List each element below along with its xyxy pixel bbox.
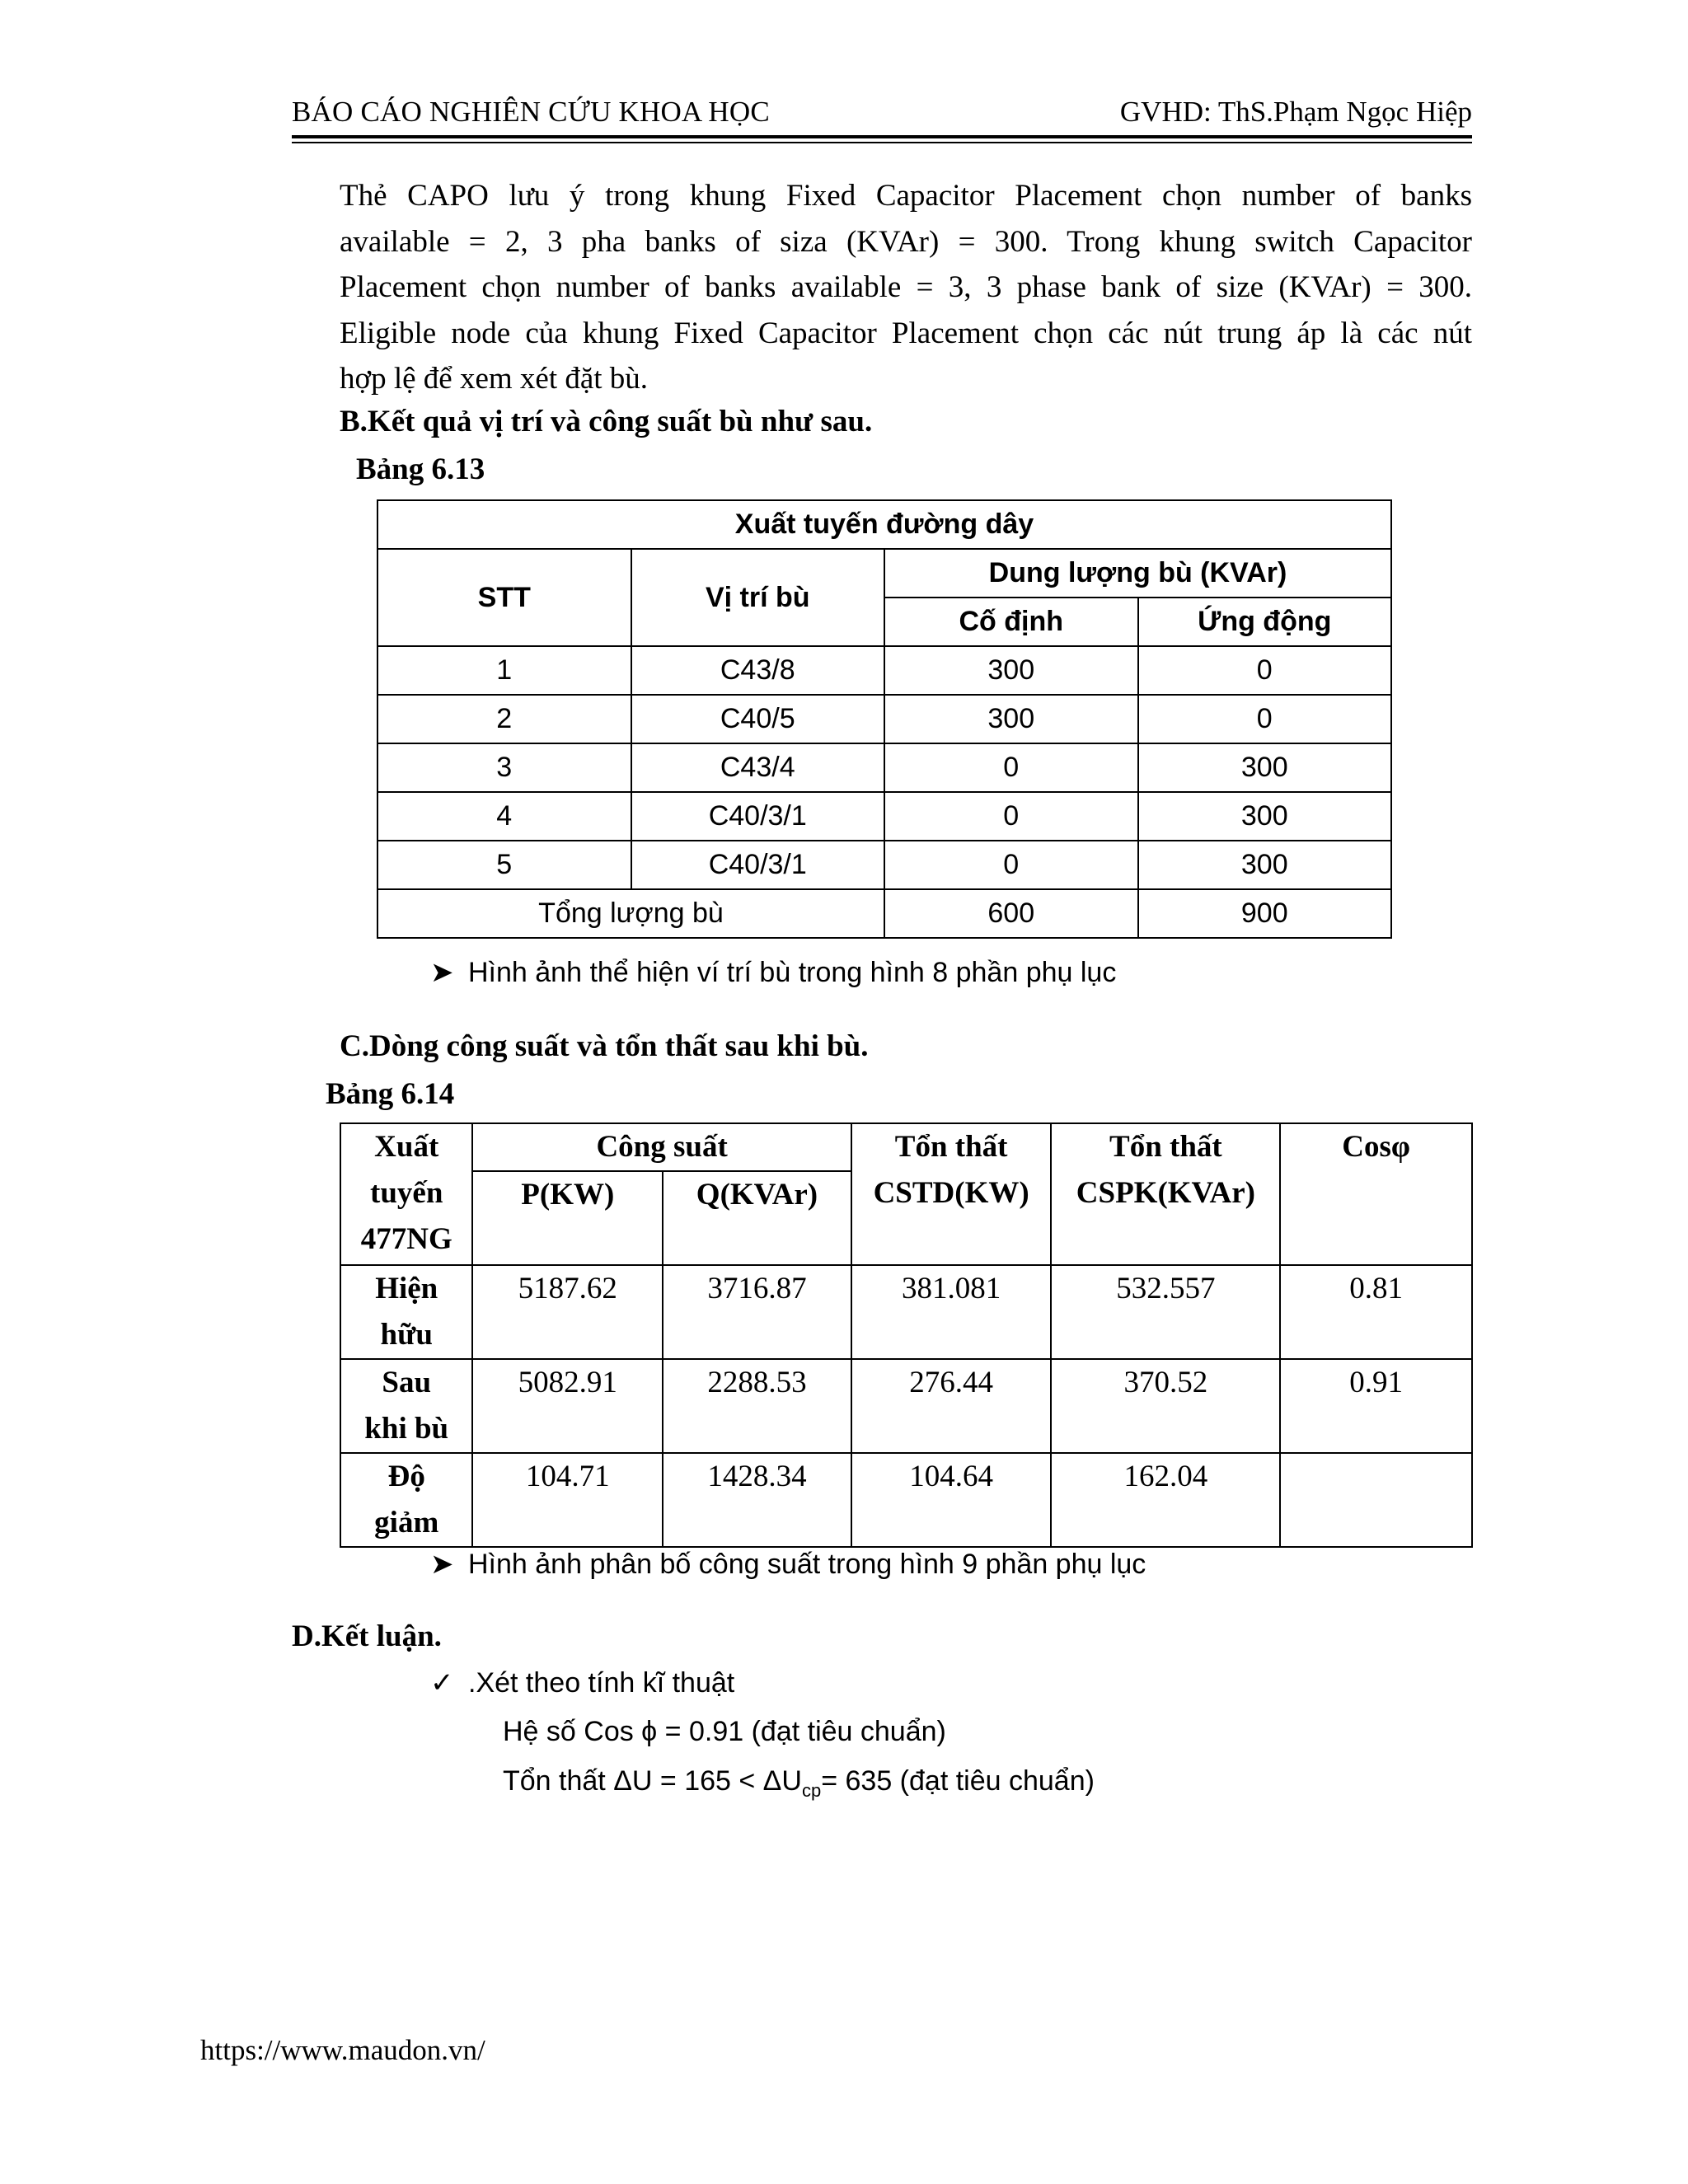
conclusion-cos-line: Hệ số Cos ϕ = 0.91 (đạt tiêu chuẩn) [503, 1716, 946, 1747]
cell-fixed: 300 [884, 646, 1138, 695]
table-row [340, 1265, 1472, 1359]
cell-switched: 0 [1138, 646, 1392, 695]
cell-location: C40/5 [631, 695, 885, 743]
cell-loss-p: 276.44 [851, 1359, 1052, 1453]
section-d-heading: D.Kết luận. [292, 1619, 442, 1653]
cell-fixed: 0 [884, 841, 1138, 889]
section-b-heading: B.Kết quả vị trí và công suất bù như sau. [340, 405, 873, 438]
cell-p: 104.71 [472, 1453, 663, 1547]
table-title: Xuất tuyến đường dây [377, 500, 1391, 549]
cell-total-fixed: 600 [884, 889, 1138, 938]
header-rule-thin [292, 142, 1472, 143]
cell-loss-q: 162.04 [1051, 1453, 1280, 1547]
intro-line: available = 2, 3 pha banks of siza (KVAr) = 300. Trong khung switch Capacitor [340, 224, 1472, 259]
col-header-cos: Cosφ [1280, 1123, 1472, 1265]
col-header-capacity: Dung lượng bù (KVAr) [884, 549, 1391, 598]
header-rule-thick [292, 135, 1472, 138]
cell-stt: 2 [377, 695, 631, 743]
row-label: Sau khi bù [340, 1359, 472, 1453]
cell-switched: 300 [1138, 841, 1392, 889]
note-text: Hình ảnh phân bố công suất trong hình 9 phần phụ lục [468, 1549, 1146, 1580]
cell-loss-p: 381.081 [851, 1265, 1052, 1359]
table-row [377, 646, 1391, 695]
row-label: Hiện hữu [340, 1265, 472, 1359]
table-row [377, 695, 1391, 743]
cell-fixed: 0 [884, 743, 1138, 792]
conclusion-voltage-line: Tổn thất $\Delta U = 165 < \Delta U_{cp}= 635$ (đạt tiêu chuẩn) [503, 1765, 1095, 1801]
checkmark-icon: ✓ [430, 1667, 454, 1699]
col-header-feeder: Xuất tuyến 477NG [340, 1123, 472, 1265]
arrow-bullet-icon: ➤ [430, 1549, 454, 1580]
cell-stt: 5 [377, 841, 631, 889]
col-header-loss-p: Tổn thất CSTD(KW) [851, 1123, 1052, 1265]
cell-q: 3716.87 [663, 1265, 851, 1359]
cell-loss-q: 370.52 [1051, 1359, 1280, 1453]
cell-location: C43/8 [631, 646, 885, 695]
cell-loss-p: 104.64 [851, 1453, 1052, 1547]
cell-q: 1428.34 [663, 1453, 851, 1547]
col-header-location: Vị trí bù [631, 549, 885, 646]
page-header [292, 89, 1472, 135]
conclusion-check-item [430, 1666, 734, 1699]
intro-paragraph [340, 173, 1472, 402]
cell-switched: 0 [1138, 695, 1392, 743]
cell-p: 5187.62 [472, 1265, 663, 1359]
cell-location: C40/3/1 [631, 792, 885, 841]
table-row [340, 1359, 1472, 1453]
col-header-loss-q: Tổn thất CSPK(KVAr) [1051, 1123, 1280, 1265]
cell-loss-q: 532.557 [1051, 1265, 1280, 1359]
cell-total-switched: 900 [1138, 889, 1392, 938]
intro-line: Thẻ CAPO lưu ý trong khung Fixed Capacitor Placement chọn number of banks [340, 179, 1472, 213]
section-c-heading: C.Dòng công suất và tổn thất sau khi bù. [340, 1029, 869, 1063]
header-right-advisor: GVHD: ThS.Phạm Ngọc Hiệp [1119, 96, 1472, 128]
col-header-power: Công suất [472, 1123, 851, 1171]
note-text: Hình ảnh thể hiện ví trí bù trong hình 8 phần phụ lục [468, 957, 1117, 988]
cell-location: C43/4 [631, 743, 885, 792]
arrow-bullet-icon: ➤ [430, 957, 454, 988]
intro-line: Eligible node của khung Fixed Capacitor Placement chọn các nút trung áp là các nút [340, 316, 1472, 350]
cell-p: 5082.91 [472, 1359, 663, 1453]
table-6-14-label: Bảng 6.14 [326, 1077, 455, 1111]
row-label: Độ giảm [340, 1453, 472, 1547]
cell-total-label: Tổng lượng bù [377, 889, 884, 938]
intro-line: Placement chọn number of banks available = 3, 3 phase bank of size (KVAr) = 300. [340, 270, 1472, 304]
header-left-title: BÁO CÁO NGHIÊN CỨU KHOA HỌC [292, 96, 770, 128]
cell-location: C40/3/1 [631, 841, 885, 889]
footer-url: https://www.maudon.vn/ [200, 2034, 485, 2066]
col-header-fixed: Cố định [884, 598, 1138, 646]
col-header-q: Q(KVAr) [663, 1171, 851, 1265]
table-row [377, 792, 1391, 841]
compensation-location-table [377, 499, 1392, 939]
cell-cos [1280, 1453, 1472, 1547]
cell-stt: 1 [377, 646, 631, 695]
check-item-text: .Xét theo tính kĩ thuật [468, 1667, 735, 1699]
col-header-switched: Ứng động [1138, 598, 1392, 646]
table-row [340, 1453, 1472, 1547]
intro-line: hợp lệ để xem xét đặt bù. [340, 362, 649, 396]
cell-switched: 300 [1138, 743, 1392, 792]
table-total-row [377, 889, 1391, 938]
cell-stt: 4 [377, 792, 631, 841]
cell-cos: 0.91 [1280, 1359, 1472, 1453]
cell-stt: 3 [377, 743, 631, 792]
col-header-p: P(KW) [472, 1171, 663, 1265]
table-row [377, 743, 1391, 792]
power-loss-table [340, 1122, 1473, 1548]
col-header-stt: STT [377, 549, 631, 646]
cell-cos: 0.81 [1280, 1265, 1472, 1359]
note-figure-8 [430, 956, 1116, 989]
note-figure-9 [430, 1548, 1146, 1581]
table-row [377, 841, 1391, 889]
cell-fixed: 0 [884, 792, 1138, 841]
cell-q: 2288.53 [663, 1359, 851, 1453]
cell-switched: 300 [1138, 792, 1392, 841]
table-6-13-label: Bảng 6.13 [356, 452, 485, 486]
cell-fixed: 300 [884, 695, 1138, 743]
